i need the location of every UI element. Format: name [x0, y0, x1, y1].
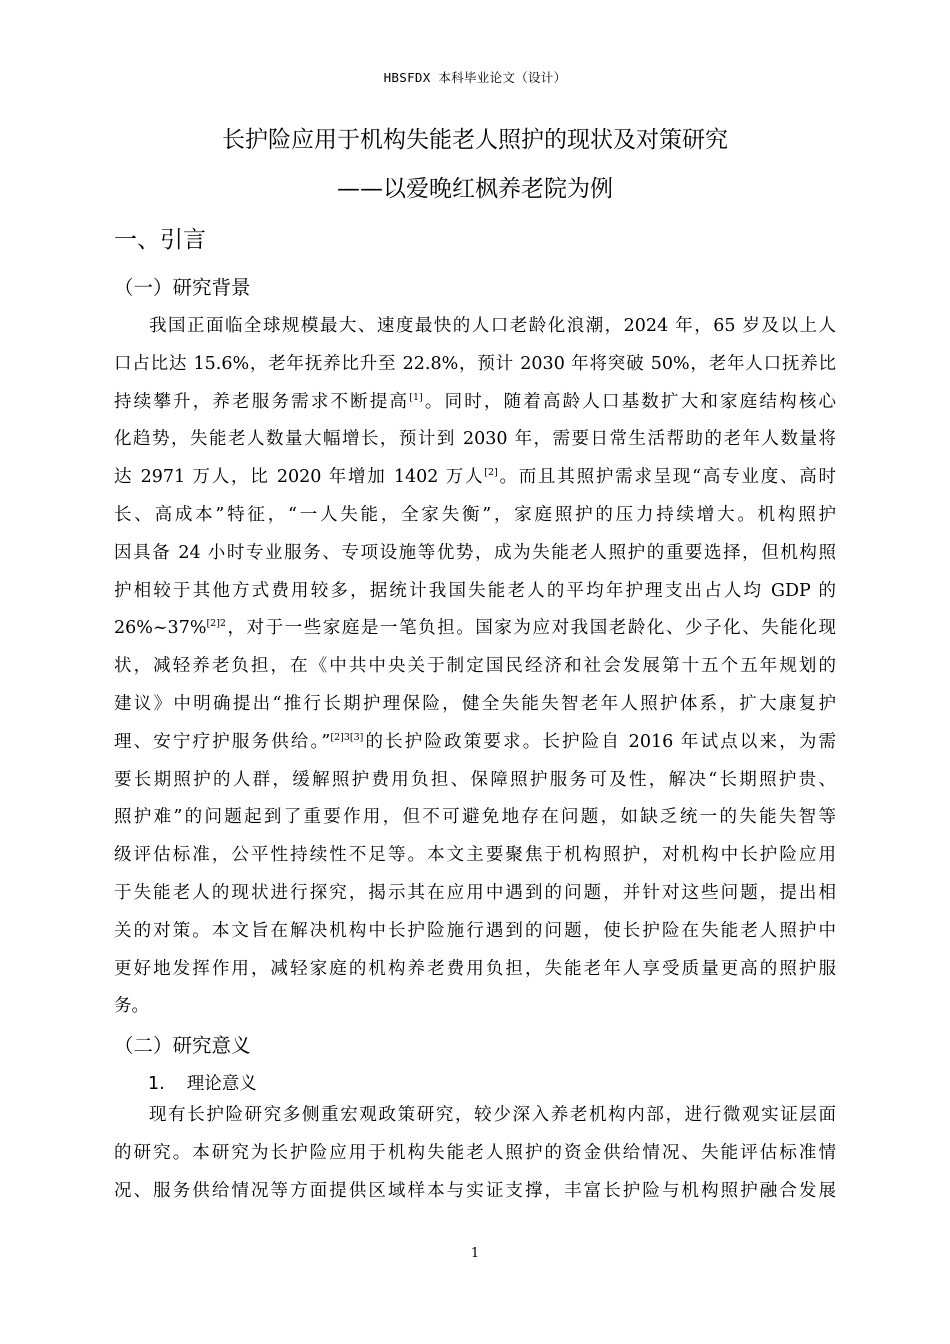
text-line: 的研究。本研究为长护险应用于机构失能老人照护的资金供给情况、失能评估标准情	[114, 1142, 836, 1163]
text-segment: ，对于一些家庭是一笔负担。国家为应对我国老龄化、少子化、失能化现	[225, 618, 836, 639]
heading-label: 理论意义	[186, 1074, 257, 1094]
text-line: 要长期照护的人群，缓解照护费用负担、保障照护服务可及性，解决“长期照护贵、	[114, 769, 836, 790]
text-line: 现有长护险研究多侧重宏观政策研究，较少深入养老机构内部，进行微观实证层面	[149, 1105, 836, 1125]
text-line	[114, 384, 836, 422]
paper-subtitle: ——以爱晚红枫养老院为例	[337, 176, 613, 202]
citation: [1]	[409, 391, 423, 403]
subsection-heading-significance: （二）研究意义	[114, 1034, 251, 1057]
text-segment: 。同时，随着高龄人口基数扩大和家庭结构核心	[422, 391, 837, 412]
text-line: 长、高成本”特征，“一人失能，全家失衡”，家庭照护的压力持续增大。机构照护	[114, 504, 836, 525]
text-segment: 。而且其照护需求呈现“高专业度、高时	[497, 467, 836, 488]
background-paragraph	[114, 308, 836, 1026]
text-line: 关的对策。本文旨在解决机构中长护险施行遇到的问题，使长护险在失能老人照护中	[114, 920, 836, 941]
text-line: 务。	[114, 996, 149, 1017]
text-line: 状，减轻养老负担，在《中共中央关于制定国民经济和社会发展第十五个五年规划的	[114, 656, 836, 677]
text-line	[114, 459, 836, 497]
text-line: 级评估标准，公平性持续性不足等。本文主要聚焦于机构照护，对机构中长护险应用	[114, 845, 836, 866]
text-line: 化趋势，失能老人数量大幅增长，预计到 2030 年，需要日常生活帮助的老年人数量将	[114, 429, 836, 450]
text-segment: 的长护险政策要求。长护险自 2016 年试点以来，为需	[363, 731, 836, 752]
heading-number: 1.	[148, 1074, 165, 1094]
numbered-heading-theoretical	[148, 1071, 257, 1097]
text-line: 护相较于其他方式费用较多，据统计我国失能老人的平均年护理支出占人均 GDP 的	[114, 580, 836, 601]
text-line: 口占比达 15.6%，老年抚养比升至 22.8%，预计 2030 年将突破 50%，老年人口抚养比	[114, 353, 836, 374]
section-heading-introduction: 一、引言	[114, 227, 206, 253]
text-line	[114, 724, 836, 762]
text-line: 我国正面临全球规模最大、速度最快的人口老龄化浪潮，2024 年，65 岁及以上人	[149, 316, 836, 336]
text-line: 照护难”的问题起到了重要作用，但不可避免地存在问题，如缺乏统一的失能失智等	[114, 807, 836, 828]
page-header: HBSFDX 本科毕业论文（设计）	[383, 70, 567, 85]
theory-paragraph	[114, 1097, 836, 1210]
paper-title: 长护险应用于机构失能老人照护的现状及对策研究	[222, 127, 728, 153]
text-line: 因具备 24 小时专业服务、专项设施等优势，成为失能老人照护的重要选择，但机构照	[114, 542, 836, 563]
text-segment: 理、安宁疗护服务供给。”	[114, 731, 331, 752]
citation: [2]3[3]	[330, 731, 364, 743]
page-number: 1	[470, 1246, 480, 1261]
citation: [2]	[484, 467, 498, 479]
text-line: 更好地发挥作用，减轻家庭的机构养老费用负担，失能老年人享受质量更高的照护服	[114, 958, 836, 979]
subsection-heading-background: （一）研究背景	[114, 276, 251, 299]
text-line: 况、服务供给情况等方面提供区域样本与实证支撑，丰富长护险与机构照护融合发展	[114, 1180, 836, 1201]
text-line: 建议》中明确提出“推行长期护理保险，健全失能失智老年人照护体系，扩大康复护	[114, 693, 836, 714]
text-segment: 26%~37%	[114, 618, 207, 639]
citation: [2]2	[206, 618, 226, 630]
text-segment: 持续攀升，养老服务需求不断提高	[114, 391, 410, 412]
text-line: 于失能老人的现状进行探究，揭示其在应用中遇到的问题，并针对这些问题，提出相	[114, 882, 836, 903]
text-line	[114, 610, 836, 648]
text-segment: 达 2971 万人，比 2020 年增加 1402 万人	[114, 467, 485, 488]
